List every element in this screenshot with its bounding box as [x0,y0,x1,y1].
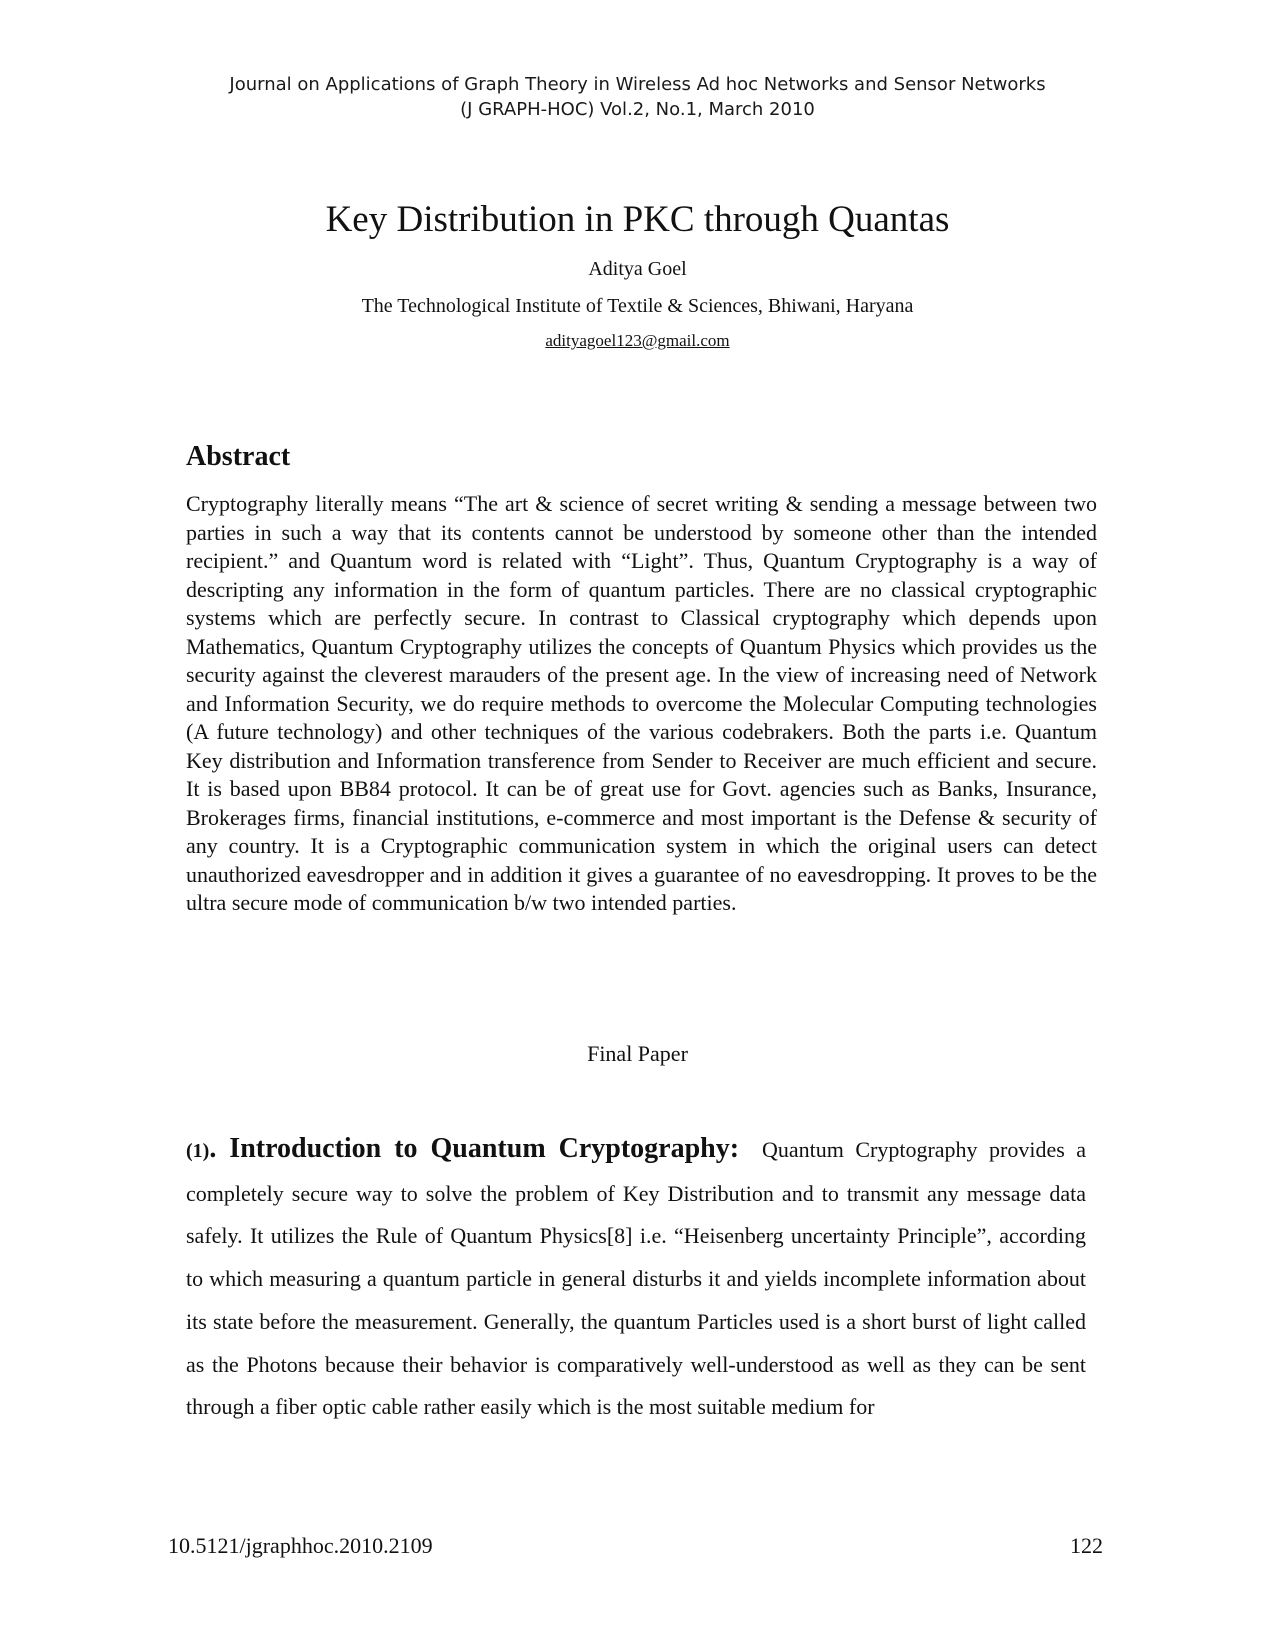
introduction-section [186,1128,1086,1429]
title-block [0,196,1275,352]
final-paper-label: Final Paper [587,1041,688,1066]
author-affiliation: The Technological Institute of Textile & Sciences, Bhiwani, Haryana [361,295,914,317]
journal-header [0,72,1275,122]
journal-volume-line: (J GRAPH-HOC) Vol.2, No.1, March 2010 [460,99,815,120]
abstract-text: Cryptography literally means “The art & science of secret writing & sending a message between two parties in such a way that its contents cannot be understood by someone other than the intended recipient.” and Quantum word is related with “Light”. Thus, Quantum Cryptography is a way of descripting any information in the form of quantum particles. There are no classical cryptographic systems which are perfectly secure. In contrast to Classical cryptography which depends upon Mathematics, Quantum Cryptography utilizes the concepts of Quantum Physics which provides us the security against the cleverest marauders of the present age. In the view of increasing need of Network and Information Security, we do require methods to overcome the Molecular Computing technologies (A future technology) and other techniques of the various codebrakers. Both the parts i.e. Quantum Key distribution and Information transference from Sender to Receiver are much efficient and secure. It is based upon BB84 protocol. It can be of great use for Govt. agencies such as Banks, Insurance, Brokerages firms, financial institutions, e-commerce and most important is the Defense & security of any country. It is a Cryptographic communication system in which the original users can detect unauthorized eavesdropper and in addition it gives a guarantee of no eavesdropping. It proves to be the ultra secure mode of communication b/w two intended parties. [186,491,1097,915]
author-email-link[interactable]: adityagoel123@gmail.com [545,331,730,350]
abstract-heading: Abstract [186,441,291,472]
section-number: (1) [186,1140,210,1162]
section-heading: . Introduction to Quantum Cryptography: [209,1133,740,1164]
footer-doi: 10.5121/jgraphhoc.2010.2109 [168,1533,433,1558]
journal-name-line: Journal on Applications of Graph Theory in Wireless Ad hoc Networks and Sensor Networks [229,74,1046,95]
paper-title: Key Distribution in PKC through Quantas [325,199,950,240]
introduction-text: Quantum Cryptography provides a completely secure way to solve the problem of Key Distribution and to transmit any message data safely. It utilizes the Rule of Quantum Physics[8] i.e. “Heisenberg uncertainty Principle”, according to which measuring a quantum particle in general disturbs it and yields incomplete information about its state before the measurement. Generally, the quantum Particles used is a short burst of light called as the Photons because their behavior is comparatively well-understood as well as they can be sent through a fiber optic cable rather easily which is the most suitable medium for [186,1137,1087,1420]
author-name: Aditya Goel [588,258,687,280]
page-number: 122 [1070,1533,1103,1558]
